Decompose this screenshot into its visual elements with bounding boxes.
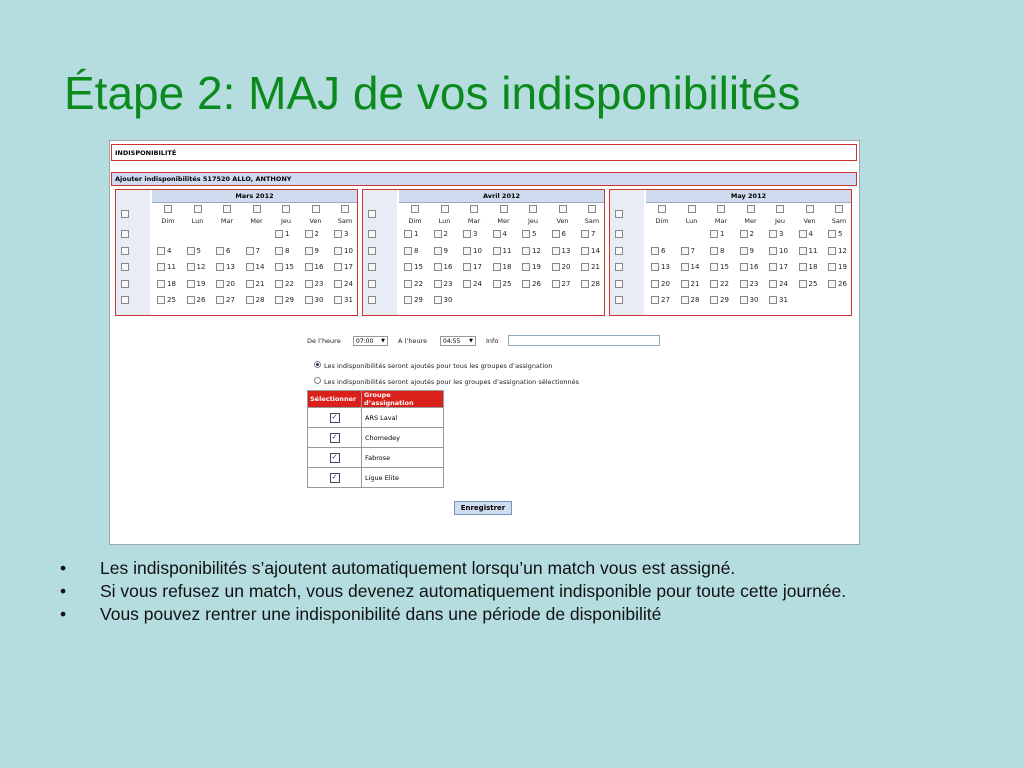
- weekday-label: Sam: [831, 217, 847, 225]
- day-checkbox[interactable]: [157, 247, 165, 255]
- weekday-label: Jeu: [527, 217, 539, 225]
- day-number: 20: [226, 279, 235, 288]
- day-checkbox[interactable]: [710, 280, 718, 288]
- day-checkbox[interactable]: [740, 280, 748, 288]
- day-checkbox[interactable]: [463, 280, 471, 288]
- day-number: 17: [779, 263, 788, 271]
- from-time-select[interactable]: [353, 336, 388, 346]
- day-number: 18: [502, 263, 512, 271]
- day-checkbox[interactable]: [552, 263, 560, 271]
- day-checkbox[interactable]: [246, 247, 254, 255]
- day-checkbox[interactable]: [681, 263, 689, 271]
- day-checkbox[interactable]: [799, 230, 807, 238]
- day-checkbox[interactable]: [581, 280, 589, 288]
- weekday-label: Jeu: [774, 217, 786, 225]
- week-checkbox[interactable]: [615, 280, 623, 288]
- day-checkbox[interactable]: [216, 280, 224, 288]
- day-checkbox[interactable]: [334, 263, 342, 271]
- group-checkbox-chomedey[interactable]: ✓: [330, 433, 340, 443]
- day-checkbox[interactable]: [157, 263, 165, 271]
- day-checkbox[interactable]: [157, 280, 165, 288]
- weekday-checkbox[interactable]: [500, 205, 508, 213]
- weekday-checkbox[interactable]: [776, 205, 784, 213]
- group-checkbox-fabrose[interactable]: ✓: [330, 453, 340, 463]
- day-checkbox[interactable]: [463, 263, 471, 271]
- from-label: De l’heure: [307, 337, 341, 345]
- day-number: 6: [661, 246, 666, 255]
- day-number: 14: [255, 263, 265, 271]
- from-time-value: 07:00: [356, 338, 374, 345]
- day-checkbox[interactable]: [305, 263, 313, 271]
- week-checkbox[interactable]: [368, 230, 376, 238]
- day-checkbox[interactable]: [305, 230, 313, 238]
- slide-title: Étape 2: MAJ de vos indisponibilités: [64, 67, 801, 119]
- day-number: 6: [561, 230, 566, 238]
- day-number: 8: [414, 246, 419, 255]
- day-number: 19: [838, 263, 847, 271]
- day-number: 27: [561, 279, 571, 288]
- day-checkbox[interactable]: [799, 280, 807, 288]
- day-number: 14: [690, 263, 700, 271]
- day-number: 18: [167, 279, 176, 288]
- day-checkbox[interactable]: [216, 247, 224, 255]
- day-checkbox[interactable]: [522, 263, 530, 271]
- select-all-checkbox[interactable]: [368, 210, 376, 218]
- day-number: 1: [414, 230, 419, 238]
- day-checkbox[interactable]: [710, 247, 718, 255]
- day-number: 13: [561, 246, 571, 255]
- weekday-checkbox[interactable]: [658, 205, 666, 213]
- day-checkbox[interactable]: [828, 230, 836, 238]
- option-selected-groups-label: Les indisponibilités seront ajoutés pour les groupes d’assignation sélectionnés: [324, 378, 580, 386]
- day-number: 1: [720, 230, 725, 238]
- day-number: 24: [473, 279, 482, 288]
- weekday-label: Mer: [744, 217, 757, 225]
- day-checkbox[interactable]: [334, 296, 342, 304]
- day-number: 6: [226, 246, 231, 255]
- day-number: 7: [255, 246, 260, 255]
- day-number: 28: [255, 296, 265, 304]
- day-checkbox[interactable]: [828, 280, 836, 288]
- weekday-checkbox[interactable]: [588, 205, 596, 213]
- screenshot-panel: [109, 140, 860, 545]
- group-name: Fabrose: [362, 448, 444, 468]
- table-header-row: [308, 391, 444, 408]
- day-checkbox[interactable]: [769, 263, 777, 271]
- week-checkbox[interactable]: [121, 230, 129, 238]
- group-name: ARS Laval: [362, 408, 444, 428]
- day-checkbox[interactable]: [710, 296, 718, 304]
- group-checkbox-ars-laval[interactable]: ✓: [330, 413, 340, 423]
- day-checkbox[interactable]: [334, 247, 342, 255]
- day-checkbox[interactable]: [493, 230, 501, 238]
- table-row: [308, 428, 444, 448]
- day-checkbox[interactable]: [275, 280, 283, 288]
- day-checkbox[interactable]: [275, 263, 283, 271]
- group-name: Ligue Elite: [362, 468, 444, 488]
- day-checkbox[interactable]: [404, 263, 412, 271]
- day-number: 3: [779, 230, 784, 238]
- day-number: 21: [690, 279, 700, 288]
- day-checkbox[interactable]: [305, 247, 313, 255]
- weekday-checkbox[interactable]: [282, 205, 290, 213]
- table-row: [308, 468, 444, 488]
- week-checkbox[interactable]: [368, 263, 376, 271]
- week-checkbox[interactable]: [615, 230, 623, 238]
- weekday-checkbox[interactable]: [223, 205, 231, 213]
- day-checkbox[interactable]: [434, 247, 442, 255]
- day-number: 12: [532, 246, 541, 255]
- day-checkbox[interactable]: [187, 280, 195, 288]
- day-checkbox[interactable]: [434, 230, 442, 238]
- day-checkbox[interactable]: [681, 280, 689, 288]
- bullet-glyph: •: [60, 558, 67, 578]
- week-checkbox[interactable]: [121, 263, 129, 271]
- day-number: 23: [314, 279, 324, 288]
- day-number: 30: [314, 296, 324, 304]
- day-checkbox[interactable]: [434, 263, 442, 271]
- day-number: 9: [749, 246, 754, 255]
- day-number: 10: [344, 246, 353, 255]
- day-checkbox[interactable]: [275, 296, 283, 304]
- day-number: 27: [661, 296, 670, 304]
- day-number: 3: [344, 230, 349, 238]
- radio-selected-groups[interactable]: [314, 377, 321, 384]
- day-checkbox[interactable]: [404, 296, 412, 304]
- weekday-label: Lun: [438, 217, 451, 225]
- day-checkbox[interactable]: [493, 247, 501, 255]
- day-number: 16: [314, 263, 324, 271]
- weekday-label: Mar: [467, 217, 481, 225]
- day-checkbox[interactable]: [404, 280, 412, 288]
- weekday-label: Dim: [408, 217, 422, 225]
- day-number: 22: [720, 279, 729, 288]
- day-checkbox[interactable]: [434, 280, 442, 288]
- day-checkbox[interactable]: [740, 247, 748, 255]
- day-checkbox[interactable]: [463, 230, 471, 238]
- day-number: 22: [414, 279, 423, 288]
- day-number: 26: [196, 296, 206, 304]
- day-checkbox[interactable]: [334, 230, 342, 238]
- weekday-checkbox[interactable]: [470, 205, 478, 213]
- day-number: 23: [443, 279, 453, 288]
- day-checkbox[interactable]: [581, 247, 589, 255]
- day-checkbox[interactable]: [799, 247, 807, 255]
- weekday-label: Sam: [584, 217, 600, 225]
- day-number: 30: [749, 296, 759, 304]
- day-number: 30: [443, 296, 453, 304]
- day-number: 31: [344, 296, 353, 304]
- day-number: 31: [779, 296, 788, 304]
- day-checkbox[interactable]: [187, 296, 195, 304]
- day-checkbox[interactable]: [740, 296, 748, 304]
- week-checkbox[interactable]: [368, 296, 376, 304]
- to-time-select[interactable]: [440, 336, 476, 346]
- week-checkbox[interactable]: [368, 280, 376, 288]
- select-all-checkbox[interactable]: [121, 210, 129, 218]
- day-checkbox[interactable]: [740, 230, 748, 238]
- list-item: [60, 604, 960, 624]
- to-label: A l’heure: [398, 337, 428, 345]
- day-checkbox[interactable]: [651, 263, 659, 271]
- day-checkbox[interactable]: [463, 247, 471, 255]
- day-checkbox[interactable]: [769, 230, 777, 238]
- day-checkbox[interactable]: [246, 263, 254, 271]
- week-checkbox[interactable]: [121, 247, 129, 255]
- bullet-text: Vous pouvez rentrer une indisponibilité dans une période de disponibilité: [100, 604, 662, 624]
- day-checkbox[interactable]: [275, 230, 283, 238]
- day-number: 26: [838, 279, 847, 288]
- day-checkbox[interactable]: [404, 247, 412, 255]
- day-number: 13: [661, 263, 670, 271]
- month-title: May 2012: [646, 190, 851, 203]
- week-checkbox[interactable]: [121, 280, 129, 288]
- to-time-value: 04:55: [443, 338, 461, 345]
- day-number: 15: [720, 263, 729, 271]
- day-number: 13: [226, 263, 235, 271]
- day-number: 11: [167, 263, 176, 271]
- day-checkbox[interactable]: [769, 280, 777, 288]
- day-checkbox[interactable]: [740, 263, 748, 271]
- radio-all-groups[interactable]: [314, 361, 321, 368]
- day-number: 29: [414, 296, 423, 304]
- weekday-label: Ven: [803, 217, 816, 225]
- weekday-label: Mer: [497, 217, 510, 225]
- assignment-groups-table: [307, 390, 444, 488]
- weekday-label: Sam: [337, 217, 353, 225]
- weekday-checkbox[interactable]: [441, 205, 449, 213]
- day-number: 11: [502, 246, 512, 255]
- day-checkbox[interactable]: [305, 280, 313, 288]
- day-checkbox[interactable]: [710, 230, 718, 238]
- weekday-checkbox[interactable]: [253, 205, 261, 213]
- weekday-checkbox[interactable]: [312, 205, 320, 213]
- day-number: 14: [591, 246, 600, 255]
- list-item: [60, 558, 960, 578]
- day-number: 20: [661, 279, 670, 288]
- chevron-down-icon: ▼: [381, 338, 385, 344]
- day-checkbox[interactable]: [522, 247, 530, 255]
- day-number: 7: [591, 230, 596, 238]
- day-number: 2: [749, 230, 754, 238]
- day-number: 28: [690, 296, 700, 304]
- weekday-checkbox[interactable]: [835, 205, 843, 213]
- weekday-label: Ven: [309, 217, 322, 225]
- day-checkbox[interactable]: [493, 280, 501, 288]
- day-checkbox[interactable]: [404, 230, 412, 238]
- day-checkbox[interactable]: [187, 247, 195, 255]
- day-number: 8: [285, 246, 290, 255]
- day-checkbox[interactable]: [216, 263, 224, 271]
- weekday-checkbox[interactable]: [688, 205, 696, 213]
- day-checkbox[interactable]: [157, 296, 165, 304]
- day-checkbox[interactable]: [681, 296, 689, 304]
- day-number: 9: [443, 246, 448, 255]
- weekday-checkbox[interactable]: [747, 205, 755, 213]
- day-checkbox[interactable]: [651, 247, 659, 255]
- group-checkbox-ligue-elite[interactable]: ✓: [330, 473, 340, 483]
- month-calendar: [609, 189, 852, 316]
- weekday-label: Mer: [250, 217, 263, 225]
- day-number: 8: [720, 246, 725, 255]
- day-number: 7: [690, 246, 695, 255]
- day-checkbox[interactable]: [187, 263, 195, 271]
- day-number: 5: [196, 246, 201, 255]
- day-number: 25: [502, 279, 512, 288]
- weekday-label: Lun: [685, 217, 698, 225]
- option-all-groups-label: Les indisponibilités seront ajoutés pour tous les groupes d’assignation: [324, 362, 553, 370]
- day-number: 4: [167, 246, 172, 255]
- day-checkbox[interactable]: [828, 247, 836, 255]
- month-title: Mars 2012: [152, 190, 357, 203]
- week-checkbox[interactable]: [368, 247, 376, 255]
- day-number: 17: [344, 263, 353, 271]
- day-number: 10: [473, 246, 482, 255]
- weekday-label: Mar: [714, 217, 728, 225]
- day-checkbox[interactable]: [552, 247, 560, 255]
- day-number: 19: [196, 279, 206, 288]
- day-number: 2: [314, 230, 319, 238]
- weekday-label: Dim: [161, 217, 175, 225]
- day-checkbox[interactable]: [769, 247, 777, 255]
- day-number: 17: [473, 263, 482, 271]
- day-number: 18: [808, 263, 818, 271]
- bullet-glyph: •: [60, 604, 67, 624]
- weekday-label: Dim: [655, 217, 669, 225]
- save-button[interactable]: Enregistrer: [454, 501, 512, 515]
- weekday-label: Lun: [191, 217, 204, 225]
- chevron-down-icon: ▼: [469, 338, 473, 344]
- month-title: Avril 2012: [399, 190, 604, 203]
- weekday-label: Jeu: [280, 217, 292, 225]
- week-checkbox[interactable]: [615, 296, 623, 304]
- day-number: 2: [443, 230, 448, 238]
- info-input[interactable]: [508, 335, 660, 346]
- day-number: 26: [532, 279, 541, 288]
- day-number: 3: [473, 230, 478, 238]
- weekday-label: Mar: [220, 217, 234, 225]
- select-all-checkbox[interactable]: [615, 210, 623, 218]
- day-number: 28: [591, 279, 600, 288]
- bullet-glyph: •: [60, 581, 67, 601]
- day-checkbox[interactable]: [581, 230, 589, 238]
- day-number: 21: [255, 279, 265, 288]
- weekday-checkbox[interactable]: [194, 205, 202, 213]
- day-checkbox[interactable]: [493, 263, 501, 271]
- weekday-checkbox[interactable]: [806, 205, 814, 213]
- week-checkbox[interactable]: [615, 263, 623, 271]
- column-select-header: Sélectionner: [308, 391, 362, 408]
- day-number: 29: [285, 296, 294, 304]
- table-row: [308, 408, 444, 428]
- day-number: 23: [749, 279, 759, 288]
- day-checkbox[interactable]: [305, 296, 313, 304]
- bullet-list: [60, 558, 960, 627]
- day-checkbox[interactable]: [552, 280, 560, 288]
- day-checkbox[interactable]: [828, 263, 836, 271]
- day-number: 22: [285, 279, 294, 288]
- day-checkbox[interactable]: [275, 247, 283, 255]
- day-number: 25: [167, 296, 176, 304]
- weekday-checkbox[interactable]: [341, 205, 349, 213]
- day-number: 12: [196, 263, 206, 271]
- weekday-checkbox[interactable]: [717, 205, 725, 213]
- day-number: 5: [532, 230, 537, 238]
- info-label: Info: [486, 337, 499, 345]
- day-number: 25: [808, 279, 818, 288]
- day-number: 29: [720, 296, 729, 304]
- list-item: [60, 581, 960, 601]
- day-number: 19: [532, 263, 541, 271]
- day-number: 15: [414, 263, 423, 271]
- day-checkbox[interactable]: [651, 280, 659, 288]
- weekday-checkbox[interactable]: [411, 205, 419, 213]
- day-number: 4: [502, 230, 507, 238]
- day-number: 10: [779, 246, 788, 255]
- weekday-checkbox[interactable]: [529, 205, 537, 213]
- day-checkbox[interactable]: [522, 280, 530, 288]
- page-subheader: Ajouter indisponibilités 517520 ALLO, ANTHONY: [111, 172, 857, 186]
- weekday-checkbox[interactable]: [559, 205, 567, 213]
- month-calendar: [115, 189, 358, 316]
- bullet-text: Si vous refusez un match, vous devenez automatiquement indisponible pour toute cette journée.: [100, 581, 847, 601]
- day-number: 5: [838, 230, 843, 238]
- column-group-header: Groupe d’assignation: [362, 391, 444, 408]
- day-number: 24: [344, 279, 353, 288]
- day-number: 4: [808, 230, 813, 238]
- day-checkbox[interactable]: [769, 296, 777, 304]
- month-calendar: [362, 189, 605, 316]
- week-checkbox[interactable]: [121, 296, 129, 304]
- page-header: INDISPONIBILITÉ: [111, 144, 857, 161]
- day-checkbox[interactable]: [334, 280, 342, 288]
- bullet-text: Les indisponibilités s’ajoutent automatiquement lorsqu’un match vous est assigné.: [100, 558, 736, 578]
- weekday-checkbox[interactable]: [164, 205, 172, 213]
- day-number: 12: [838, 246, 847, 255]
- day-number: 27: [226, 296, 235, 304]
- day-checkbox[interactable]: [522, 230, 530, 238]
- day-number: 9: [314, 246, 319, 255]
- day-number: 16: [443, 263, 453, 271]
- day-number: 20: [561, 263, 571, 271]
- day-checkbox[interactable]: [246, 296, 254, 304]
- day-checkbox[interactable]: [434, 296, 442, 304]
- day-number: 11: [808, 246, 818, 255]
- day-number: 15: [285, 263, 294, 271]
- weekday-label: Ven: [556, 217, 569, 225]
- day-number: 21: [591, 263, 600, 271]
- day-checkbox[interactable]: [681, 247, 689, 255]
- week-checkbox[interactable]: [615, 247, 623, 255]
- day-number: 24: [779, 279, 788, 288]
- table-row: [308, 448, 444, 468]
- day-checkbox[interactable]: [552, 230, 560, 238]
- day-checkbox[interactable]: [651, 296, 659, 304]
- day-number: 1: [285, 230, 290, 238]
- group-name: Chomedey: [362, 428, 444, 448]
- day-checkbox[interactable]: [710, 263, 718, 271]
- day-number: 16: [749, 263, 759, 271]
- day-checkbox[interactable]: [799, 263, 807, 271]
- day-checkbox[interactable]: [246, 280, 254, 288]
- day-checkbox[interactable]: [581, 263, 589, 271]
- day-checkbox[interactable]: [216, 296, 224, 304]
